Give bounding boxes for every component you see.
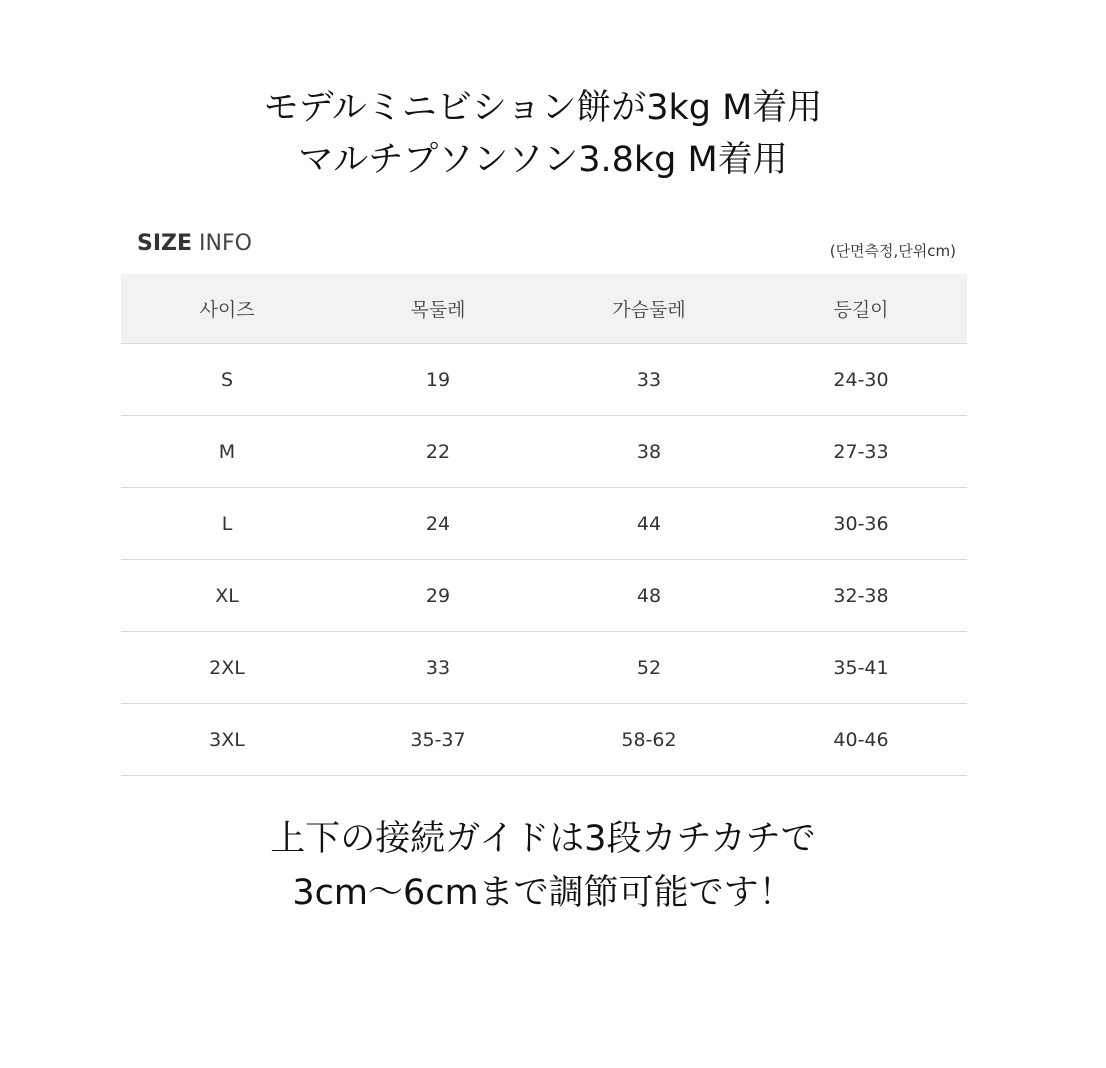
cell-neck: 29 <box>333 560 543 632</box>
cell-back-length: 35-41 <box>755 632 967 704</box>
cell-chest: 58-62 <box>543 704 755 776</box>
cell-chest: 44 <box>543 488 755 560</box>
model-wearing-note <box>0 82 1086 186</box>
cell-size: 3XL <box>121 704 333 776</box>
cell-neck: 24 <box>333 488 543 560</box>
table-row <box>121 632 967 704</box>
cell-size: 2XL <box>121 632 333 704</box>
cell-size: M <box>121 416 333 488</box>
table-row <box>121 488 967 560</box>
guide-adjustment-note <box>0 812 1086 920</box>
cell-size: L <box>121 488 333 560</box>
cell-chest: 38 <box>543 416 755 488</box>
cell-neck: 22 <box>333 416 543 488</box>
guide-note-line-1: 上下の接続ガイドは3段カチカチで <box>270 819 816 859</box>
table-row <box>121 560 967 632</box>
guide-note-line-2: 3cm〜6cmまで調節可能です！ <box>292 873 794 913</box>
table-header-row <box>121 274 967 344</box>
unit-note: (단면측정,단위cm) <box>829 242 956 260</box>
cell-back-length: 32-38 <box>755 560 967 632</box>
cell-neck: 33 <box>333 632 543 704</box>
cell-size: S <box>121 344 333 416</box>
model-note-line-2: マルチプソンソン3.8kg M着用 <box>298 140 788 180</box>
cell-back-length: 24-30 <box>755 344 967 416</box>
header-neck: 목둘레 <box>333 274 543 344</box>
header-size: 사이즈 <box>121 274 333 344</box>
header-chest: 가슴둘레 <box>543 274 755 344</box>
size-info-title-light: INFO <box>192 231 252 256</box>
table-row <box>121 704 967 776</box>
size-info-title-bold: SIZE <box>137 231 193 256</box>
cell-back-length: 30-36 <box>755 488 967 560</box>
cell-back-length: 40-46 <box>755 704 967 776</box>
size-info-title <box>137 231 252 256</box>
table-row <box>121 416 967 488</box>
cell-neck: 19 <box>333 344 543 416</box>
cell-size: XL <box>121 560 333 632</box>
cell-chest: 48 <box>543 560 755 632</box>
cell-neck: 35-37 <box>333 704 543 776</box>
cell-chest: 33 <box>543 344 755 416</box>
cell-back-length: 27-33 <box>755 416 967 488</box>
header-back-length: 등길이 <box>755 274 967 344</box>
table-row <box>121 344 967 416</box>
cell-chest: 52 <box>543 632 755 704</box>
size-table <box>121 274 967 776</box>
model-note-line-1: モデルミニビション餅が3kg M着用 <box>263 88 823 128</box>
